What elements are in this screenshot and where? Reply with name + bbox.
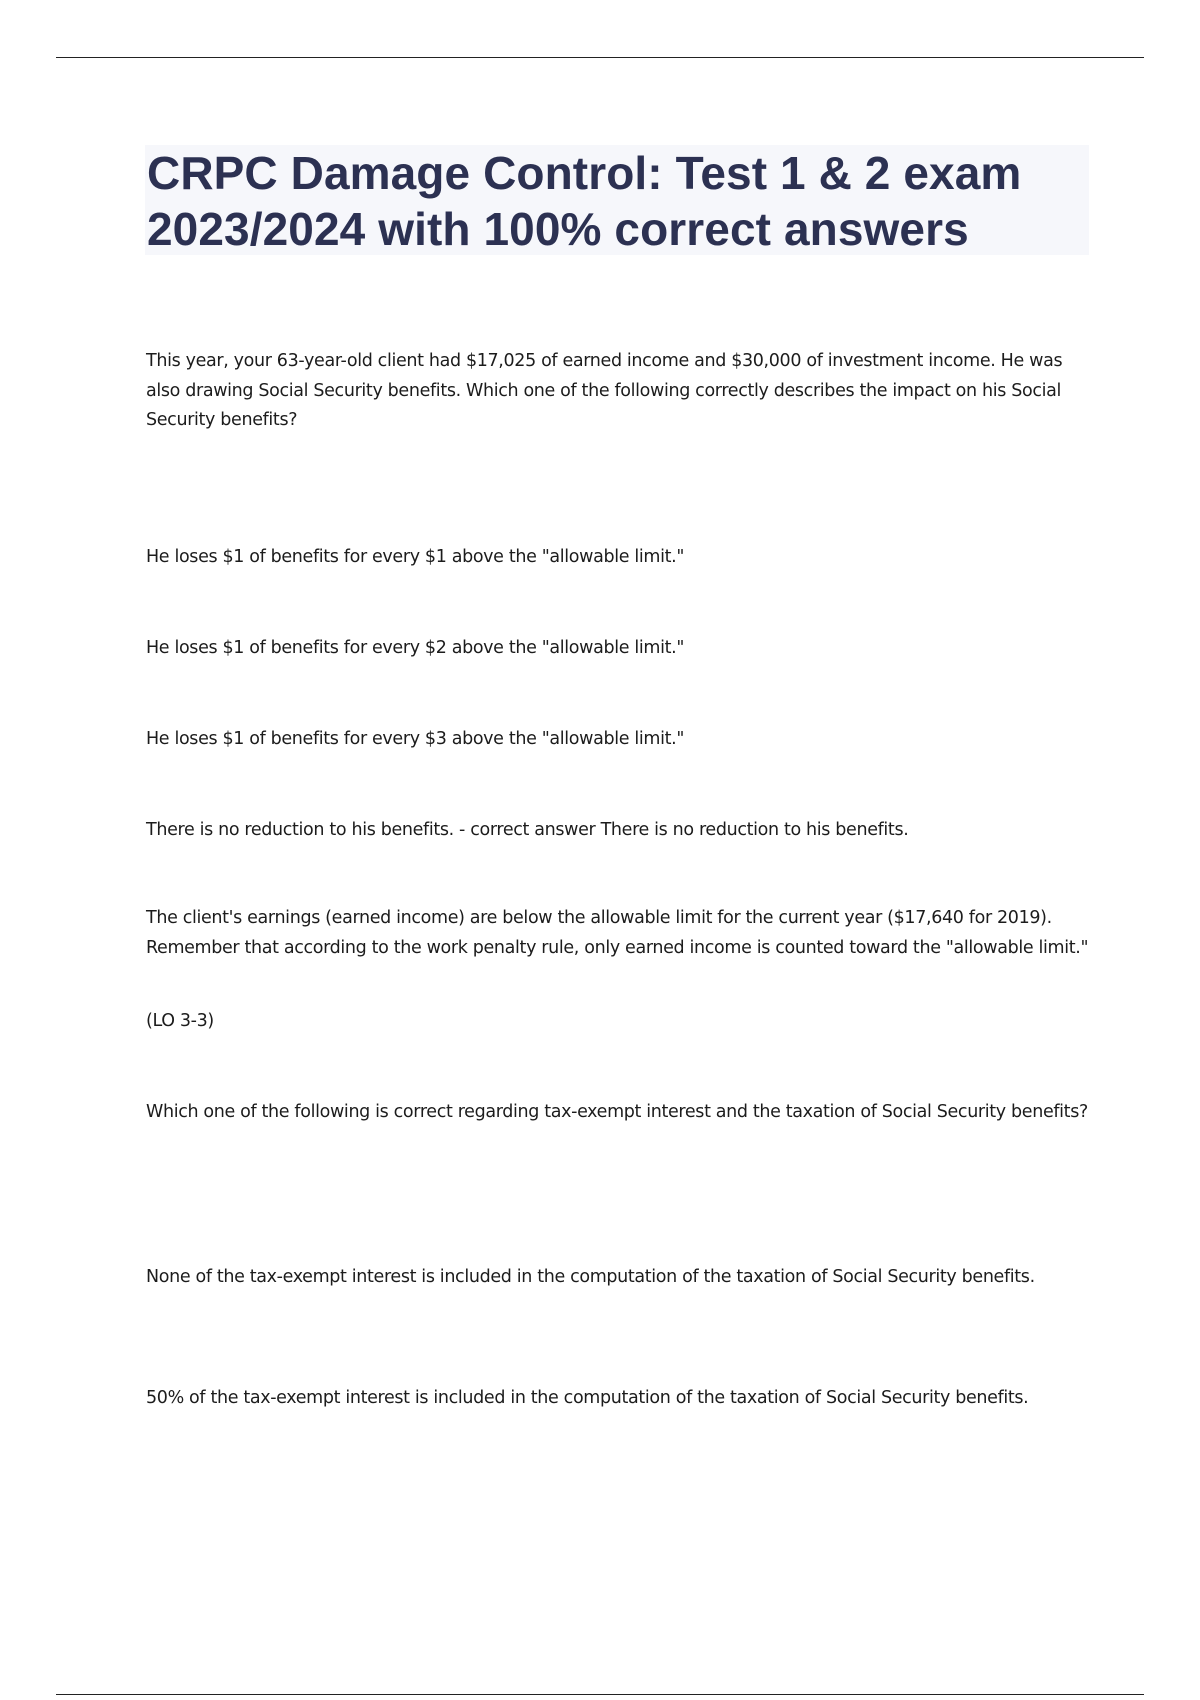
question-1-option-a: He loses $1 of benefits for every $1 above the "allowable limit." [146,547,685,567]
title-block [145,145,1089,255]
bottom-divider [56,1694,1144,1695]
top-divider [56,57,1144,58]
question-2-option-a: None of the tax-exempt interest is included in the computation of the taxation of Social Security benefits. [146,1267,1035,1287]
question-2-option-b: 50% of the tax-exempt interest is included in the computation of the taxation of Social Security benefits. [146,1388,1029,1408]
question-2-text: Which one of the following is correct regarding tax-exempt interest and the taxation of Social Security benefits? [146,1102,1088,1122]
question-1-text: This year, your 63-year-old client had $17,025 of earned income and $30,000 of investment income. He was also drawing Social Security benefits. Which one of the following correctly describes the impact on his Social Security benefits? [146,351,1063,430]
document-title: CRPC Damage Control: Test 1 & 2 exam 2023/2024 with 100% correct answers [147,147,1022,255]
question-1-explanation: The client's earnings (earned income) are below the allowable limit for the current year ($17,640 for 2019). Remember that according to the work penalty rule, only earned income is counted toward the "allowable limit." [146,908,1089,958]
question-1-option-c: He loses $1 of benefits for every $3 above the "allowable limit." [146,729,685,749]
question-1-reference: (LO 3-3) [146,1011,214,1031]
question-1-option-d-correct-answer: There is no reduction to his benefits. - correct answer There is no reduction to his benefits. [146,820,909,840]
question-1-option-b: He loses $1 of benefits for every $2 above the "allowable limit." [146,638,685,658]
